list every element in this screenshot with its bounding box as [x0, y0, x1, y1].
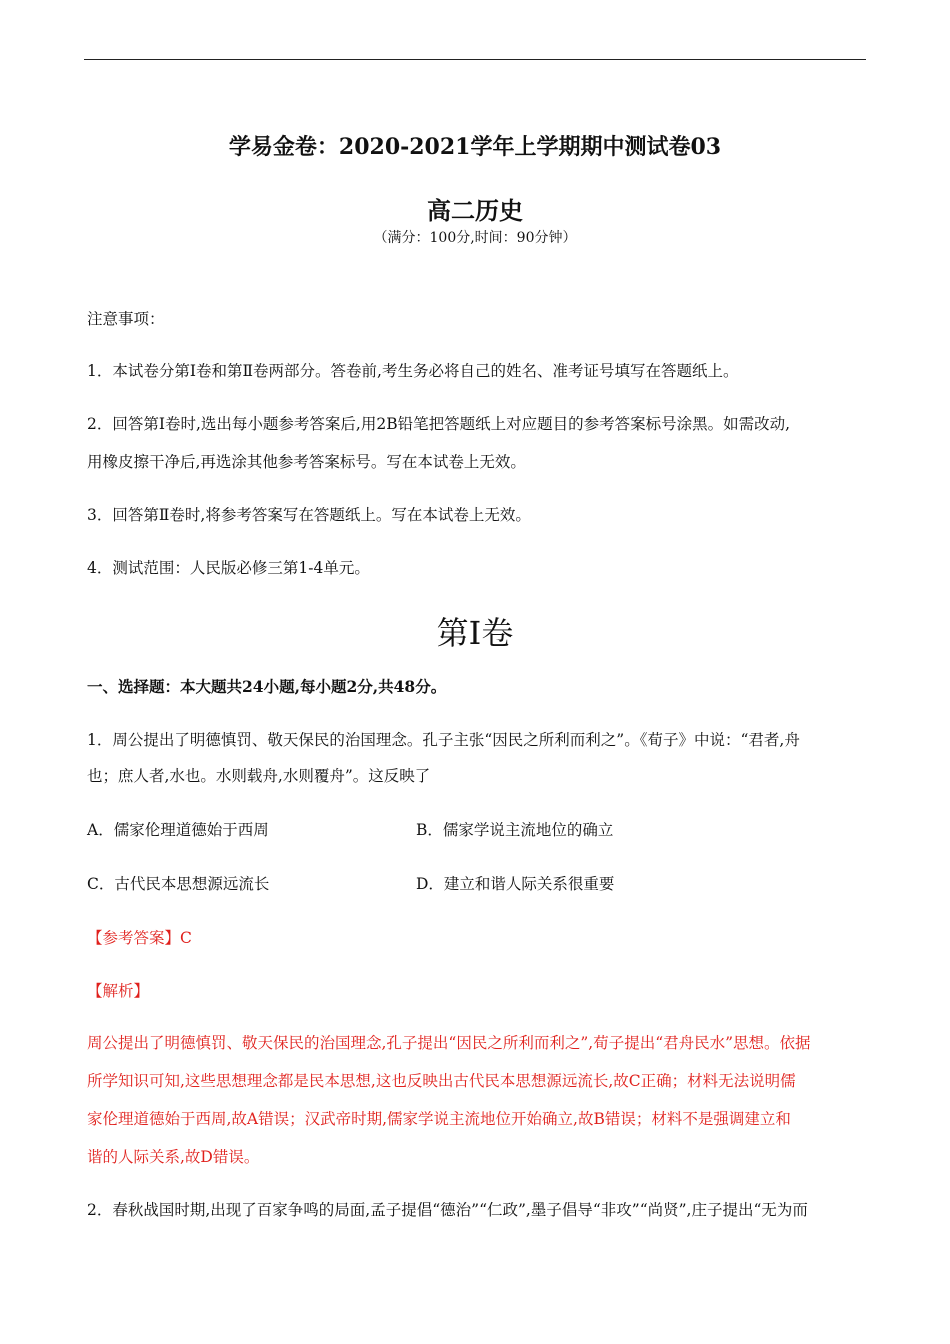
- q1-analysis-line-4: 谐的人际关系,故D错误。: [87, 1148, 260, 1166]
- q1-stem-line-2: 也；庶人者,水也。水则载舟,水则覆舟”。这反映了: [87, 767, 431, 785]
- notes-item-3: 3．回答第Ⅱ卷时,将参考答案写在答题纸上。写在本试卷上无效。: [87, 506, 531, 524]
- q1-analysis-line-1: 周公提出了明德慎罚、敬天保民的治国理念,孔子提出“因民之所利而利之”,荀子提出“君舟民水”思想。依据: [87, 1034, 811, 1052]
- q2-stem-line-1: 2．春秋战国时期,出现了百家争鸣的局面,孟子提倡“德治”“仁政”,墨子倡导“非攻”“尚贤”,庄子提出“无为而: [87, 1201, 808, 1219]
- q1-analysis-line-2: 所学知识可知,这些思想理念都是民本思想,这也反映出古代民本思想源远流长,故C正确；材料无法说明儒: [87, 1072, 796, 1090]
- notes-heading: 注意事项：: [87, 310, 165, 328]
- q1-stem-line-1: 1．周公提出了明德慎罚、敬天保民的治国理念。孔子主张“因民之所利而利之”。《荀子》中说：“君者,舟: [87, 731, 800, 749]
- section-heading: 一、选择题：本大题共24小题,每小题2分,共48分。: [87, 677, 447, 696]
- volume-title: 第Ⅰ卷: [436, 614, 514, 652]
- score-time-note: （满分：100分,时间：90分钟）: [373, 230, 577, 246]
- q1-option-a: A．儒家伦理道德始于西周: [87, 821, 269, 839]
- subject-title: 高二历史: [427, 196, 523, 225]
- q1-option-d: D．建立和谐人际关系很重要: [416, 875, 615, 893]
- notes-item-2-cont: 用橡皮擦干净后,再选涂其他参考答案标号。写在本试卷上无效。: [87, 453, 526, 471]
- q1-analysis-label: 【解析】: [87, 982, 150, 1000]
- exam-title: 学易金卷：2020-2021学年上学期期中测试卷03: [228, 134, 722, 160]
- q1-option-c: C．古代民本思想源远流长: [87, 875, 270, 893]
- header-rule: [84, 59, 866, 60]
- q1-answer: 【参考答案】C: [87, 929, 192, 947]
- notes-item-4: 4．测试范围：人民版必修三第1-4单元。: [87, 559, 370, 577]
- notes-item-2: 2．回答第Ⅰ卷时,选出每小题参考答案后,用2B铅笔把答题纸上对应题目的参考答案标号涂黑。如需改动,: [87, 415, 791, 433]
- q1-analysis-line-3: 家伦理道德始于西周,故A错误；汉武帝时期,儒家学说主流地位开始确立,故B错误；材料不是强调建立和: [87, 1110, 791, 1128]
- notes-item-1: 1．本试卷分第Ⅰ卷和第Ⅱ卷两部分。答卷前,考生务必将自己的姓名、准考证号填写在答题纸上。: [87, 362, 739, 380]
- q1-option-b: B．儒家学说主流地位的确立: [416, 821, 614, 839]
